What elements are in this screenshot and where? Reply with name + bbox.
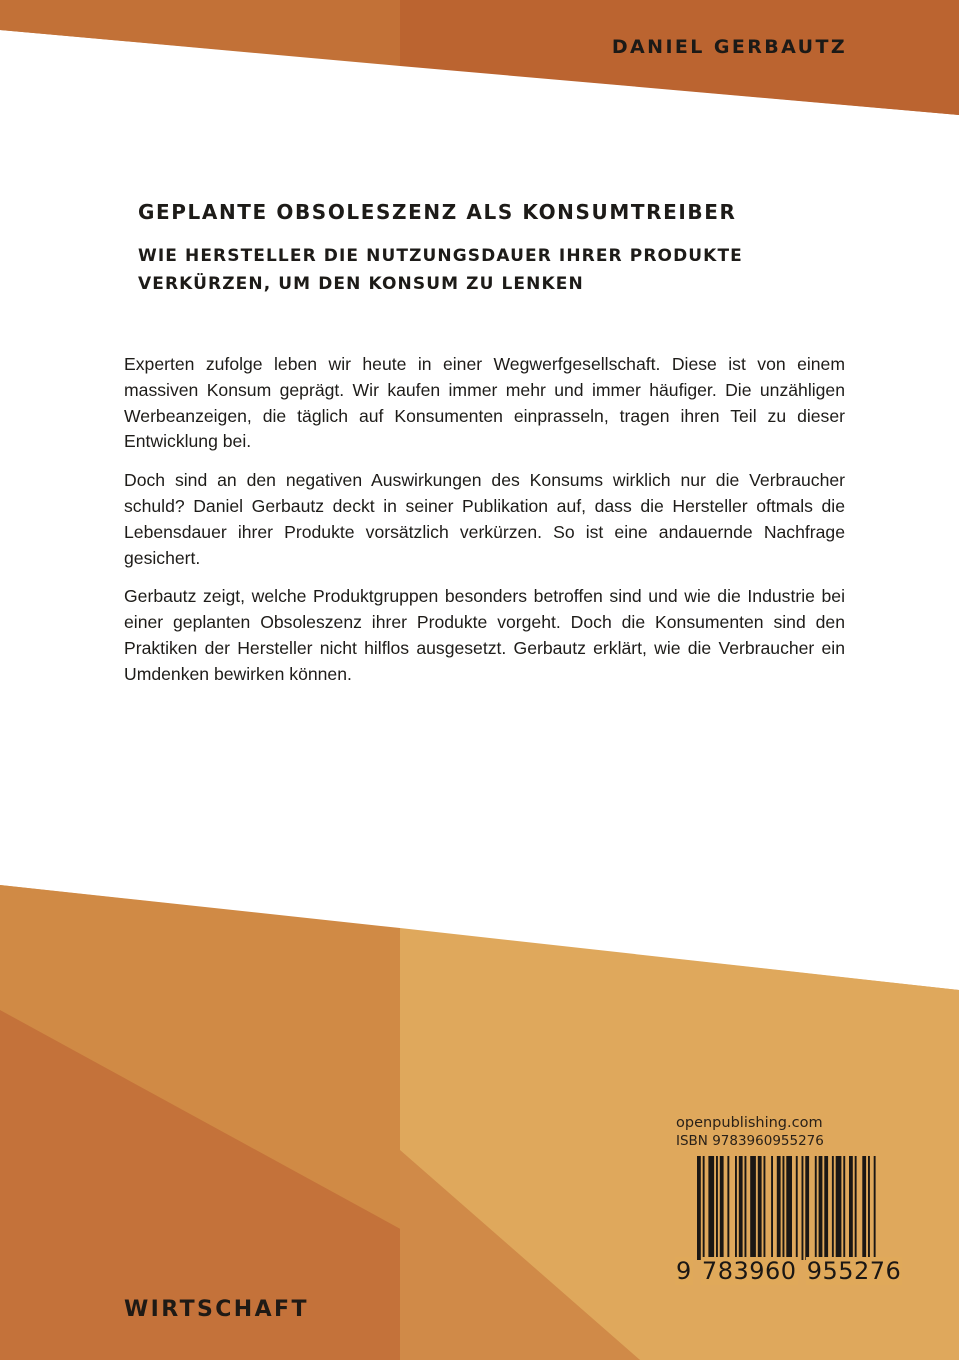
barcode-bar <box>862 1156 866 1260</box>
subtitle-line-1: WIE HERSTELLER DIE NUTZUNGSDAUER IHRER PRODUKTE <box>138 246 743 266</box>
barcode-bar <box>708 1156 714 1260</box>
blurb-paragraph: Experten zufolge leben wir heute in einer Wegwerfgesellschaft. Diese ist von einem massiven Konsum geprägt. Wir kaufen immer mehr und immer häufiger. Die unzähligen Werbeanzeigen, die täglich auf Konsumenten einprasseln, tragen ihren Teil zu dieser Entwicklung bei. <box>124 354 845 452</box>
barcode-bar <box>777 1156 781 1260</box>
blurb-text <box>124 352 845 701</box>
barcode-bar <box>849 1156 853 1260</box>
barcode-bar <box>727 1156 729 1260</box>
author-name: DANIEL GERBAUTZ <box>611 36 847 58</box>
barcode-bar <box>720 1156 724 1260</box>
top-band-left <box>0 0 400 66</box>
isbn-text: ISBN 9783960955276 <box>676 1133 824 1149</box>
publisher-url: openpublishing.com <box>676 1115 823 1131</box>
barcode-bar <box>703 1156 705 1260</box>
barcode-digits <box>675 1257 902 1285</box>
barcode-bar <box>786 1156 792 1260</box>
barcode-digit-group-1: 783960 <box>701 1257 797 1285</box>
barcode-bar <box>735 1156 737 1260</box>
barcode-bar <box>771 1156 773 1260</box>
blurb-paragraph: Gerbautz zeigt, welche Produktgruppen besonders betroffen sind und wie die Industrie bei einer geplanten Obsoleszenz ihrer Produkte vorgeht. Doch die Konsumenten sind den Praktiken der Hersteller nicht hilflos ausgesetzt. Gerbautz erklärt, wie die Verbraucher ein Umdenken bewirken können. <box>124 586 845 684</box>
barcode-bar <box>750 1156 756 1260</box>
barcode-bar <box>805 1156 809 1260</box>
subtitle-line-2: VERKÜRZEN, UM DEN KONSUM ZU LENKEN <box>138 274 584 294</box>
barcode-bar <box>836 1156 842 1260</box>
barcode-bar <box>843 1156 845 1260</box>
barcode-bar <box>874 1156 876 1260</box>
barcode-bar <box>802 1156 804 1260</box>
barcode-digit-group-2: 955276 <box>806 1257 902 1285</box>
barcode-bar <box>819 1156 823 1260</box>
barcode-bar <box>739 1156 743 1260</box>
barcode-bar <box>697 1156 701 1260</box>
barcode-bar <box>855 1156 857 1260</box>
barcode-bar <box>764 1156 766 1260</box>
book-title: GEPLANTE OBSOLESZENZ ALS KONSUMTREIBER <box>138 200 737 224</box>
barcode-bar <box>796 1156 798 1260</box>
barcode-bar <box>758 1156 762 1260</box>
barcode-bar <box>832 1156 834 1260</box>
barcode-bar <box>745 1156 747 1260</box>
barcode-bar <box>868 1156 870 1260</box>
barcode-bar <box>783 1156 785 1260</box>
category-label: WIRTSCHAFT <box>124 1297 309 1322</box>
book-subtitle <box>138 242 838 298</box>
barcode-bar <box>815 1156 817 1260</box>
blurb-paragraph: Doch sind an den negativen Auswirkungen des Konsums wirklich nur die Verbraucher schuld? Daniel Gerbautz deckt in seiner Publikation auf, dass die Hersteller oftmals die Lebensdauer ihrer Produkte vorsätzlich verkürzen. So ist eine andauernde Nachfrage gesichert. <box>124 470 845 568</box>
barcode-bar <box>716 1156 718 1260</box>
barcode-bars <box>675 1156 903 1260</box>
barcode-digit-prefix: 9 <box>676 1257 692 1285</box>
barcode-bar <box>824 1156 828 1260</box>
